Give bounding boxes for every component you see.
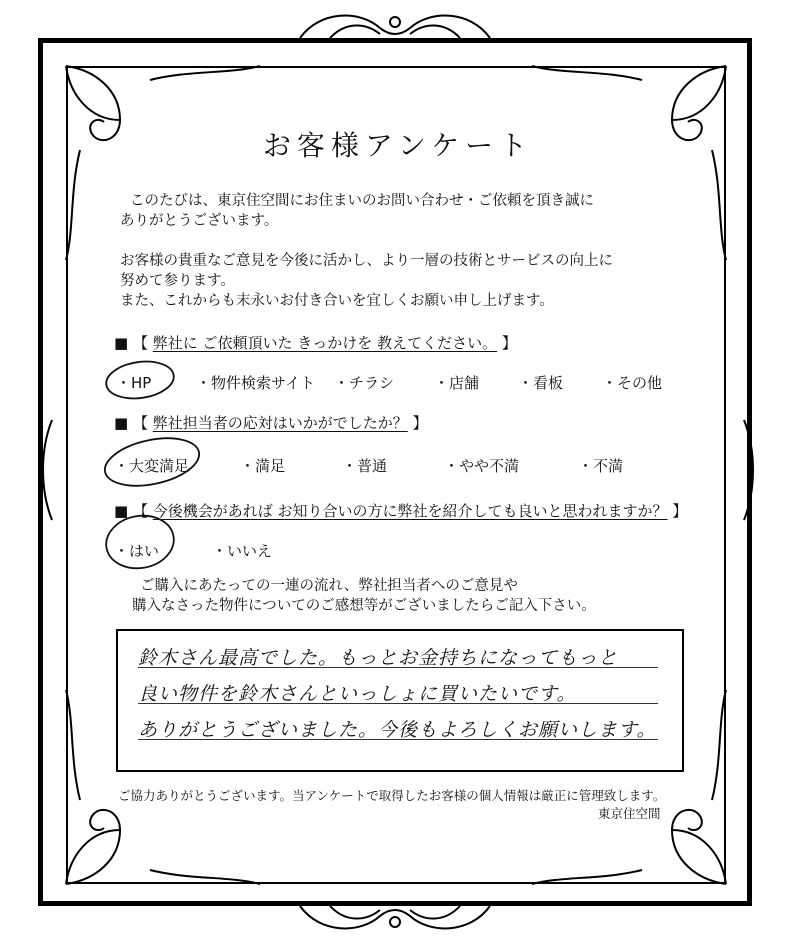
corner-flourish-br bbox=[672, 810, 726, 884]
intro-line-2: ありがとうございます。 bbox=[120, 213, 279, 229]
intro-line-4: 努めて参ります。 bbox=[120, 273, 235, 289]
bracket-open: 【 bbox=[132, 502, 148, 520]
q1-option-other[interactable]: ・その他 bbox=[602, 374, 663, 392]
q2-option-very-satisfied[interactable]: ・大変満足 bbox=[114, 457, 190, 475]
intro-line-3: お客様の貴重なご意見を今後に活かし、より一層の技術とサービスの向上に bbox=[120, 253, 613, 269]
question-1-text: 弊社に ご依頼頂いた きっかけを 教えてください。 bbox=[152, 334, 498, 352]
q2-option-dissatisfied[interactable]: ・不満 bbox=[578, 457, 624, 475]
handwritten-comment-line-2: 良い物件を鈴木さんといっしょに買いたいです。 bbox=[138, 683, 577, 705]
question-marker: ■ bbox=[114, 502, 129, 520]
question-3-text: 今後機会があれば お知り合いの方に弊社を紹介しても良いと思われますか？ bbox=[152, 502, 668, 520]
q2-option-satisfied[interactable]: ・満足 bbox=[240, 457, 286, 475]
comment-prompt-line-2: 購入なさった物件についてのご感想等がございましたらご記入下さい。 bbox=[132, 598, 596, 614]
handwritten-comment-line-3: ありがとうございました。今後もよろしくお願いします。 bbox=[138, 719, 657, 741]
footer-notice: ご協力ありがとうございます。当アンケートで取得したお客様の個人情報は厳正に管理致します。 bbox=[118, 788, 666, 803]
page-title: お客様アンケート bbox=[262, 129, 534, 162]
question-2 bbox=[114, 412, 428, 433]
question-3 bbox=[114, 500, 687, 521]
footer-company: 東京住空間 bbox=[598, 806, 661, 821]
q1-option-property-site[interactable]: ・物件検索サイト bbox=[196, 374, 315, 392]
comment-prompt-line-1: ご購入にあたっての一連の流れ、弊社担当者へのご意見や bbox=[140, 578, 518, 594]
question-marker: ■ bbox=[114, 414, 129, 432]
question-marker: ■ bbox=[114, 334, 129, 352]
q1-option-signboard[interactable]: ・看板 bbox=[518, 374, 564, 392]
q3-option-yes[interactable]: ・はい bbox=[114, 542, 160, 560]
question-1 bbox=[114, 332, 517, 353]
q2-option-normal[interactable]: ・普通 bbox=[342, 457, 388, 475]
intro-line-5: また、これからも末永いお付き合いを宜しくお願い申し上げます。 bbox=[120, 293, 554, 309]
corner-flourish-bl bbox=[66, 810, 120, 884]
intro-line-1: このたびは、東京住空間にお住まいのお問い合わせ・ご依頼を頂き誠に bbox=[130, 193, 594, 209]
q2-option-somewhat-dissatisfied[interactable]: ・やや不満 bbox=[444, 457, 520, 475]
bracket-open: 【 bbox=[132, 334, 148, 352]
q1-option-hp[interactable]: ・HP bbox=[116, 374, 152, 392]
q3-option-no[interactable]: ・いいえ bbox=[212, 542, 273, 560]
bracket-close: 】 bbox=[672, 502, 688, 520]
bracket-close: 】 bbox=[501, 334, 517, 352]
bracket-close: 】 bbox=[412, 414, 428, 432]
q1-option-flyer[interactable]: ・チラシ bbox=[334, 374, 395, 392]
question-2-text: 弊社担当者の応対はいかがでしたか？ bbox=[152, 414, 408, 432]
bracket-open: 【 bbox=[132, 414, 148, 432]
q1-option-store[interactable]: ・店舗 bbox=[434, 374, 480, 392]
handwritten-comment-line-1: 鈴木さん最高でした。もっとお金持ちになってもっと bbox=[138, 647, 619, 669]
